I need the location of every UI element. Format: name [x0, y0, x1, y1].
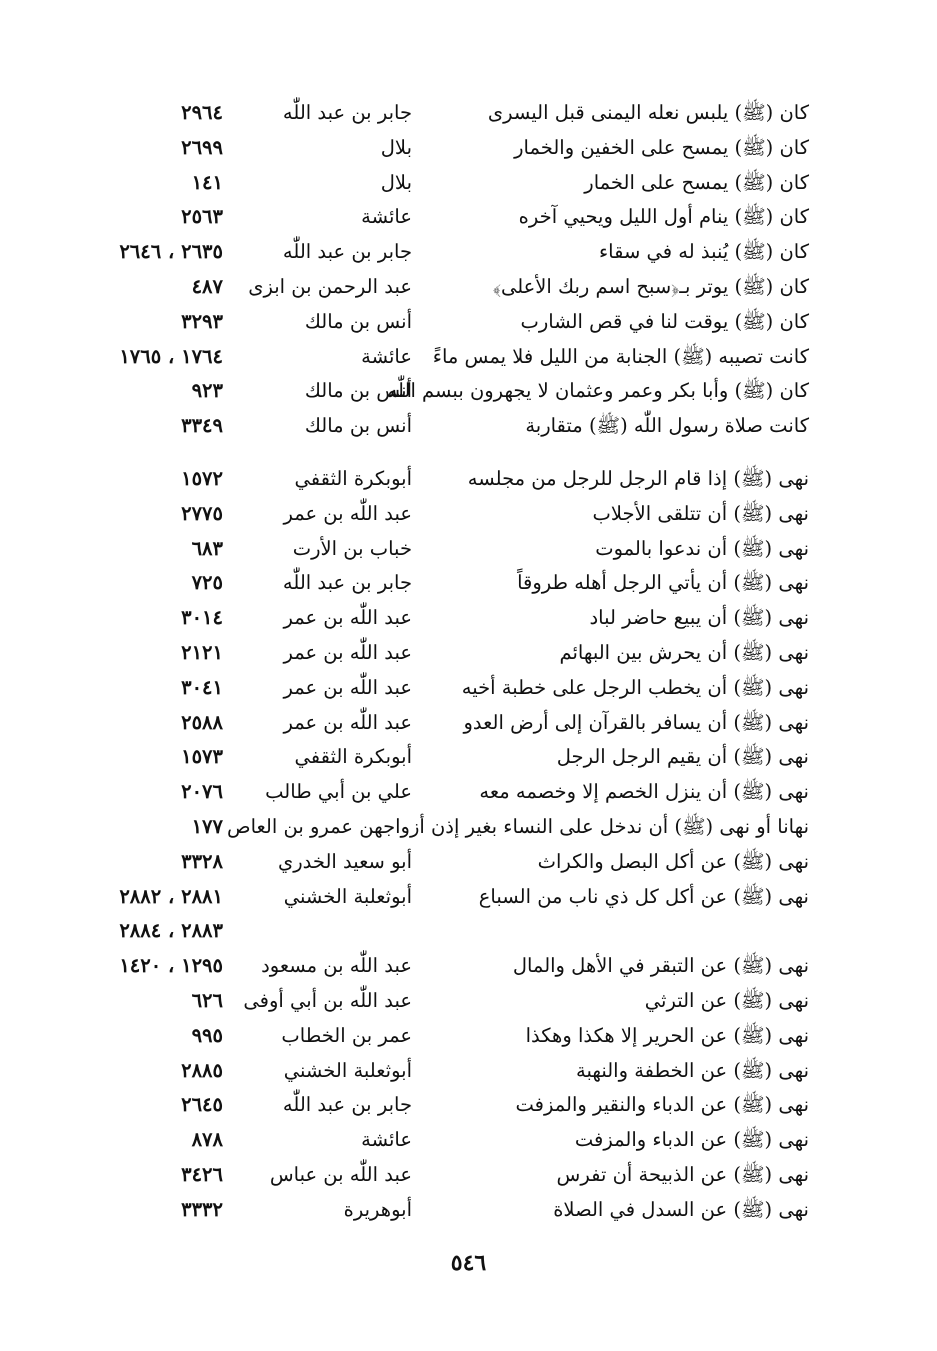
narrator-name: بلال: [380, 135, 412, 159]
hadith-text: كان (ﷺ) ينام أول الليل ويحيي آخره: [518, 205, 809, 229]
hadith-numbers: ٧٢٥: [191, 571, 223, 595]
hadith-text: نهى (ﷺ) عن الدباء والنقير والمزفت: [515, 1093, 809, 1117]
hadith-numbers: ١٧٦٤ ، ١٧٦٥: [119, 344, 223, 368]
narrator-name: جابر بن عبد اللّٰه: [282, 571, 412, 595]
hadith-numbers: ٢٦٤٥: [181, 1093, 223, 1117]
hadith-text: كان (ﷺ) يوتر بـ﴿سبح اسم ربك الأعلى﴾: [492, 274, 809, 298]
hadith-numbers: ٢٥٨٨: [181, 710, 223, 734]
hadith-numbers: ٢٨٨١ ، ٢٨٨٢: [119, 884, 223, 908]
hadith-text: نهى (ﷺ) عن الدباء والمزفت: [574, 1128, 809, 1152]
hadith-text: كان (ﷺ) يوقت لنا في قص الشارب: [520, 309, 809, 333]
index-row: [0, 706, 937, 741]
hadith-numbers: ١٥٧٢: [181, 466, 223, 490]
hadith-numbers: ٢٦٩٩: [181, 135, 223, 159]
index-row: [0, 1193, 937, 1228]
index-row: [0, 374, 937, 409]
hadith-text: نهى (ﷺ) عن التبقر في الأهل والمال: [512, 954, 809, 978]
hadith-text: كانت تصيبه (ﷺ) الجنابة من الليل فلا يمس ماءً: [432, 344, 809, 368]
narrator-name: أنس بن مالك: [304, 309, 412, 333]
index-row: [0, 914, 937, 949]
hadith-text: نهى (ﷺ) عن أكل البصل والكراث: [537, 849, 809, 873]
hadith-text: كانت صلاة رسول اللّٰه (ﷺ) متقاربة: [525, 414, 809, 438]
narrator-name: عائشة: [361, 1128, 412, 1152]
hadith-text: نهانا أو نهى (ﷺ) أن ندخل على النساء بغير إذن أزواجهن عمرو بن العاص: [227, 814, 809, 838]
index-row: [0, 740, 937, 775]
narrator-name: جابر بن عبد اللّٰه: [282, 1093, 412, 1117]
narrator-name: عبد الرحمن بن ابزى: [248, 274, 412, 298]
narrator-name: عبد اللّٰه بن عمر: [283, 501, 412, 525]
narrator-name: أبوثعلبة الخشني: [283, 1058, 412, 1082]
hadith-text: كان (ﷺ) يمسح على الخفين والخمار: [514, 135, 809, 159]
narrator-name: أبو سعيد الخدري: [277, 849, 412, 873]
hadith-numbers: ٣٣٤٩: [181, 414, 223, 438]
narrator-name: جابر بن عبد اللّٰه: [282, 240, 412, 264]
hadith-text: نهى (ﷺ) أن يأتي الرجل أهله طروقاً: [517, 571, 809, 595]
narrator-name: عبد اللّٰه بن عمر: [283, 710, 412, 734]
index-row: [0, 200, 937, 235]
index-row: [0, 409, 937, 444]
index-row: [0, 1054, 937, 1089]
hadith-text: نهى (ﷺ) أن يخطب الرجل على خطبة أخيه: [461, 675, 809, 699]
page-number: ٥٤٦: [450, 1250, 487, 1276]
hadith-text: نهى (ﷺ) أن تتلقى الأجلاب: [592, 501, 809, 525]
narrator-name: أبوهريرة: [343, 1197, 412, 1221]
index-row: [0, 131, 937, 166]
narrator-name: عبد اللّٰه بن عمر: [283, 640, 412, 664]
hadith-numbers: ٢٦٣٥ ، ٢٦٤٦: [119, 240, 223, 264]
index-table: [0, 96, 937, 1228]
narrator-name: عائشة: [361, 205, 412, 229]
narrator-name: عمر بن الخطاب: [281, 1023, 412, 1047]
hadith-text: نهى (ﷺ) عن السدل في الصلاة: [553, 1197, 809, 1221]
hadith-numbers: ٣٣٣٢: [181, 1197, 223, 1221]
index-row: [0, 532, 937, 567]
index-row: [0, 96, 937, 131]
narrator-name: علي بن أبي طالب: [265, 780, 412, 804]
index-row: [0, 636, 937, 671]
index-row: [0, 671, 937, 706]
hadith-text: كان (ﷺ) وأبا بكر وعمر وعثمان لا يجهرون ببسم اللّٰه: [387, 379, 809, 403]
hadith-numbers: ١٤١: [191, 170, 223, 194]
narrator-name: عائشة: [361, 344, 412, 368]
hadith-numbers: ٢٠٧٦: [181, 780, 223, 804]
hadith-numbers: ٢١٢١: [181, 640, 223, 664]
narrator-name: أنس بن مالك: [304, 414, 412, 438]
index-row: [0, 1158, 937, 1193]
hadith-numbers: ١٥٧٣: [181, 745, 223, 769]
hadith-text: نهى (ﷺ) أن ندعوا بالموت: [595, 536, 809, 560]
hadith-text: نهى (ﷺ) أن يسافر بالقرآن إلى أرض العدو: [463, 710, 809, 734]
hadith-numbers: ٣٢٩٣: [181, 309, 223, 333]
index-row: [0, 845, 937, 880]
hadith-numbers: ٣٠٤١: [181, 675, 223, 699]
index-row: [0, 305, 937, 340]
hadith-text: نهى (ﷺ) عن الذبيحة أن تفرس: [556, 1162, 809, 1186]
narrator-name: أنس بن مالك: [304, 379, 412, 403]
hadith-text: كان (ﷺ) يلبس نعله اليمنى قبل اليسرى: [487, 101, 809, 124]
hadith-numbers: ٨٧٨: [191, 1128, 223, 1152]
hadith-text: كان (ﷺ) يمسح على الخمار: [584, 170, 809, 194]
index-row: [0, 1088, 937, 1123]
hadith-text: نهى (ﷺ) أن يبيع حاضر لباد: [589, 606, 809, 630]
narrator-name: بلال: [380, 170, 412, 194]
hadith-numbers: ٣٣٢٨: [181, 849, 223, 873]
hadith-text: نهى (ﷺ) إذا قام الرجل للرجل من مجلسه: [467, 466, 809, 490]
narrator-name: عبد اللّٰه بن مسعود: [261, 954, 412, 978]
index-row: [0, 880, 937, 915]
hadith-numbers: ١٢٩٥ ، ١٤٢٠: [119, 954, 223, 978]
hadith-numbers: ٢٨٨٣ ، ٢٨٨٤: [119, 919, 223, 943]
narrator-name: عبد اللّٰه بن عمر: [283, 606, 412, 630]
hadith-numbers: ٢٥٦٣: [181, 205, 223, 229]
index-row: [0, 235, 937, 270]
narrator-name: خباب بن الأرت: [292, 536, 412, 560]
narrator-name: أبوبكرة الثقفي: [294, 745, 412, 769]
narrator-name: أبوبكرة الثقفي: [294, 466, 412, 490]
hadith-text: نهى (ﷺ) عن الخطفة والنهبة: [576, 1058, 809, 1082]
narrator-name: أبوثعلبة الخشني: [283, 884, 412, 908]
hadith-numbers: ٢٧٧٥: [181, 501, 223, 525]
hadith-numbers: ٦٨٣: [191, 536, 223, 560]
narrator-name: عبد اللّٰه بن عمر: [283, 675, 412, 699]
index-row: [0, 775, 937, 810]
index-row: [0, 949, 937, 984]
hadith-text: نهى (ﷺ) عن الترثي: [644, 988, 809, 1012]
index-row: [0, 462, 937, 497]
index-row: [0, 1019, 937, 1054]
hadith-text: نهى (ﷺ) أن يحرش بين البهائم: [559, 640, 809, 664]
index-row: [0, 497, 937, 532]
index-row: [0, 810, 937, 845]
index-row: [0, 166, 937, 201]
narrator-name: جابر بن عبد اللّٰه: [282, 101, 412, 124]
index-row: [0, 1123, 937, 1158]
narrator-name: عبد اللّٰه بن عباس: [269, 1162, 412, 1186]
index-row: [0, 984, 937, 1019]
hadith-numbers: ٩٩٥: [191, 1023, 223, 1047]
hadith-text: نهى (ﷺ) أن ينزل الخصم إلا وخصمه معه: [479, 780, 809, 804]
index-row: [0, 601, 937, 636]
hadith-numbers: ٢٩٦٤: [181, 101, 223, 124]
hadith-text: نهى (ﷺ) أن يقيم الرجل الرجل: [556, 745, 809, 769]
hadith-text: نهى (ﷺ) عن أكل كل ذي ناب من السباع: [478, 884, 809, 908]
index-row: [0, 566, 937, 601]
hadith-numbers: ٢٨٨٥: [181, 1058, 223, 1082]
hadith-numbers: ٤٨٧: [191, 274, 223, 298]
hadith-numbers: ٣٠١٤: [181, 606, 223, 630]
narrator-name: عبد اللّٰه بن أبي أوفى: [243, 988, 412, 1012]
hadith-text: نهى (ﷺ) عن الحرير إلا هكذا وهكذا: [525, 1023, 809, 1047]
hadith-numbers: ٦٢٦: [191, 988, 223, 1012]
hadith-numbers: ٣٤٢٦: [181, 1162, 223, 1186]
hadith-numbers: ٩٢٣: [191, 379, 223, 403]
index-row: [0, 340, 937, 375]
index-row: [0, 270, 937, 305]
hadith-numbers: ١٧٧: [191, 814, 223, 838]
hadith-text: كان (ﷺ) يُنبذ له في سقاء: [598, 240, 809, 264]
